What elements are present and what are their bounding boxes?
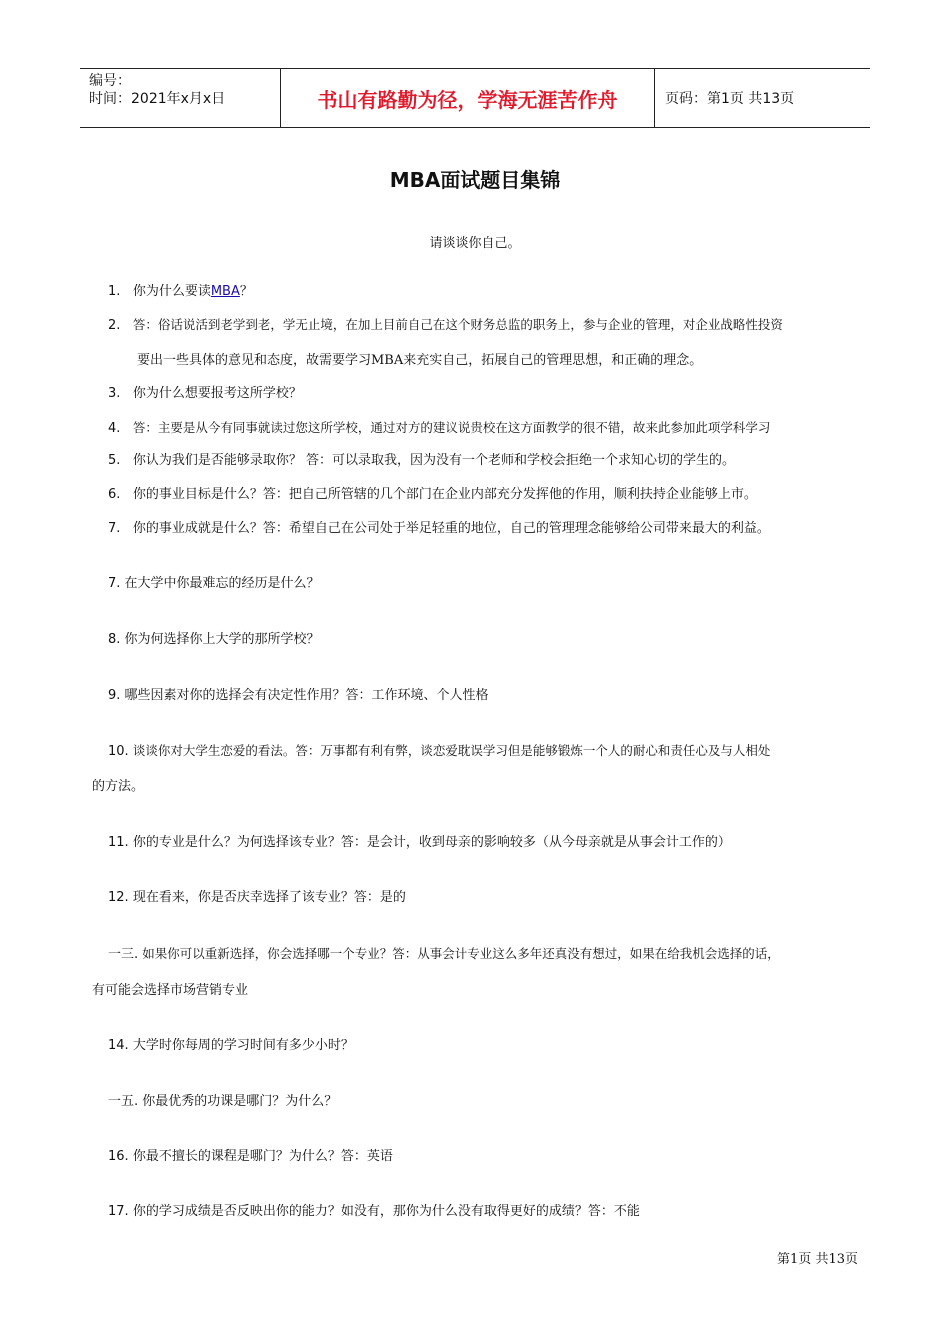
item-text-after: ？ bbox=[239, 284, 253, 299]
question-text: 你的专业是什么？为何选择该专业？答：是会计，收到母亲的影响较多（从今母亲就是从事会计工作的） bbox=[132, 835, 731, 850]
time-label: 时间：2021年x月x日 bbox=[89, 91, 226, 107]
question-item bbox=[108, 630, 320, 650]
item-text: 答：俗话说活到老学到老，学无止境，在加上目前自己在这个财务总监的职务上，参与企业的管理，对企业战略性投资 bbox=[132, 317, 783, 332]
question-number: 一三. bbox=[108, 947, 139, 962]
item-number: 3. bbox=[108, 386, 121, 401]
question-text: 哪些因素对你的选择会有决定性作用？答：工作环境、个人性格 bbox=[124, 688, 489, 703]
item-number: 5. bbox=[108, 453, 121, 468]
question-item bbox=[108, 944, 780, 965]
header-page-info: 页码：第1页 共13页 bbox=[665, 91, 795, 107]
list-item bbox=[108, 451, 735, 471]
question-item bbox=[108, 1036, 354, 1056]
list-item bbox=[108, 418, 770, 439]
question-number: 一五. bbox=[108, 1094, 139, 1109]
list-item bbox=[108, 485, 757, 505]
list-item bbox=[108, 282, 253, 302]
question-continuation: 有可能会选择市场营销专业 bbox=[92, 983, 249, 998]
item-text: 你的事业目标是什么？答：把自己所管辖的几个部门在企业内部充分发挥他的作用，顺利扶持企业能够上市。 bbox=[132, 487, 757, 502]
list-item-continuation: 要出一些具体的意见和态度，故需要学习MBA来充实自己，拓展自己的管理思想，和正确的理念。 bbox=[137, 353, 703, 368]
list-item bbox=[108, 384, 302, 404]
header-meta bbox=[80, 69, 281, 127]
question-number: 9. bbox=[108, 688, 121, 703]
question-item bbox=[108, 686, 489, 706]
mba-link[interactable]: MBA bbox=[210, 284, 240, 299]
question-text: 大学时你每周的学习时间有多少小时？ bbox=[132, 1038, 354, 1053]
question-text: 现在看来，你是否庆幸选择了该专业？答：是的 bbox=[132, 890, 406, 905]
item-number: 7. bbox=[108, 521, 121, 536]
question-item bbox=[108, 574, 320, 594]
question-item bbox=[108, 1092, 337, 1112]
question-text: 在大学中你最难忘的经历是什么？ bbox=[124, 576, 320, 591]
question-number: 12. bbox=[108, 890, 129, 905]
item-text: 你为什么想要报考这所学校？ bbox=[132, 386, 302, 401]
question-number: 7. bbox=[108, 576, 121, 591]
list-item bbox=[108, 315, 783, 336]
question-text: 你最优秀的功课是哪门？为什么？ bbox=[142, 1094, 338, 1109]
page-header bbox=[80, 68, 870, 128]
question-item bbox=[108, 833, 731, 853]
item-text: 你认为我们是否能够录取你？ 答：可以录取我，因为没有一个老师和学校会拒绝一个求知心切的学生的。 bbox=[132, 453, 735, 468]
question-number: 11. bbox=[108, 835, 129, 850]
question-number: 17. bbox=[108, 1204, 129, 1219]
question-continuation: 的方法。 bbox=[92, 779, 145, 794]
question-text: 你的学习成绩是否反映出你的能力？如没有，那你为什么没有取得更好的成绩？答：不能 bbox=[132, 1204, 640, 1219]
item-number: 6. bbox=[108, 487, 121, 502]
item-number: 1. bbox=[108, 284, 121, 299]
question-number: 10. bbox=[108, 744, 129, 759]
item-text: 答：主要是从今有同事就读过您这所学校，通过对方的建议说贵校在这方面教学的很不错，故来此参加此项学科学习 bbox=[132, 420, 771, 435]
question-item bbox=[108, 741, 770, 762]
question-text: 如果你可以重新选择，你会选择哪一个专业？答：从事会计专业这么多年还真没有想过，如果在给我机会选择的话， bbox=[142, 946, 780, 961]
item-text: 你为什么要读 bbox=[132, 284, 211, 299]
question-item bbox=[108, 888, 406, 908]
question-number: 8. bbox=[108, 632, 121, 647]
item-number: 4. bbox=[108, 421, 121, 436]
item-text: 你的事业成就是什么？答：希望自己在公司处于举足轻重的地位，自己的管理理念能够给公司带来最大的利益。 bbox=[132, 521, 770, 536]
page-footer: 第1页 共13页 bbox=[777, 1252, 858, 1267]
list-item bbox=[108, 519, 770, 539]
question-item bbox=[108, 1147, 393, 1167]
header-motto: 书山有路勤为径，学海无涯苦作舟 bbox=[281, 69, 655, 127]
question-text: 你最不擅长的课程是哪门？为什么？答：英语 bbox=[132, 1149, 393, 1164]
question-number: 14. bbox=[108, 1038, 129, 1053]
document-title: MBA面试题目集锦 bbox=[389, 168, 561, 192]
question-text: 你为何选择你上大学的那所学校？ bbox=[124, 632, 320, 647]
question-number: 16. bbox=[108, 1149, 129, 1164]
code-label: 编号： bbox=[89, 73, 131, 89]
document-subtitle: 请谈谈你自己。 bbox=[429, 236, 521, 251]
question-text: 谈谈你对大学生恋爱的看法。答：万事都有利有弊，谈恋爱耽误学习但是能够锻炼一个人的耐心和责任心及与人相处 bbox=[132, 743, 771, 758]
question-item bbox=[108, 1202, 640, 1222]
item-number: 2. bbox=[108, 318, 121, 333]
